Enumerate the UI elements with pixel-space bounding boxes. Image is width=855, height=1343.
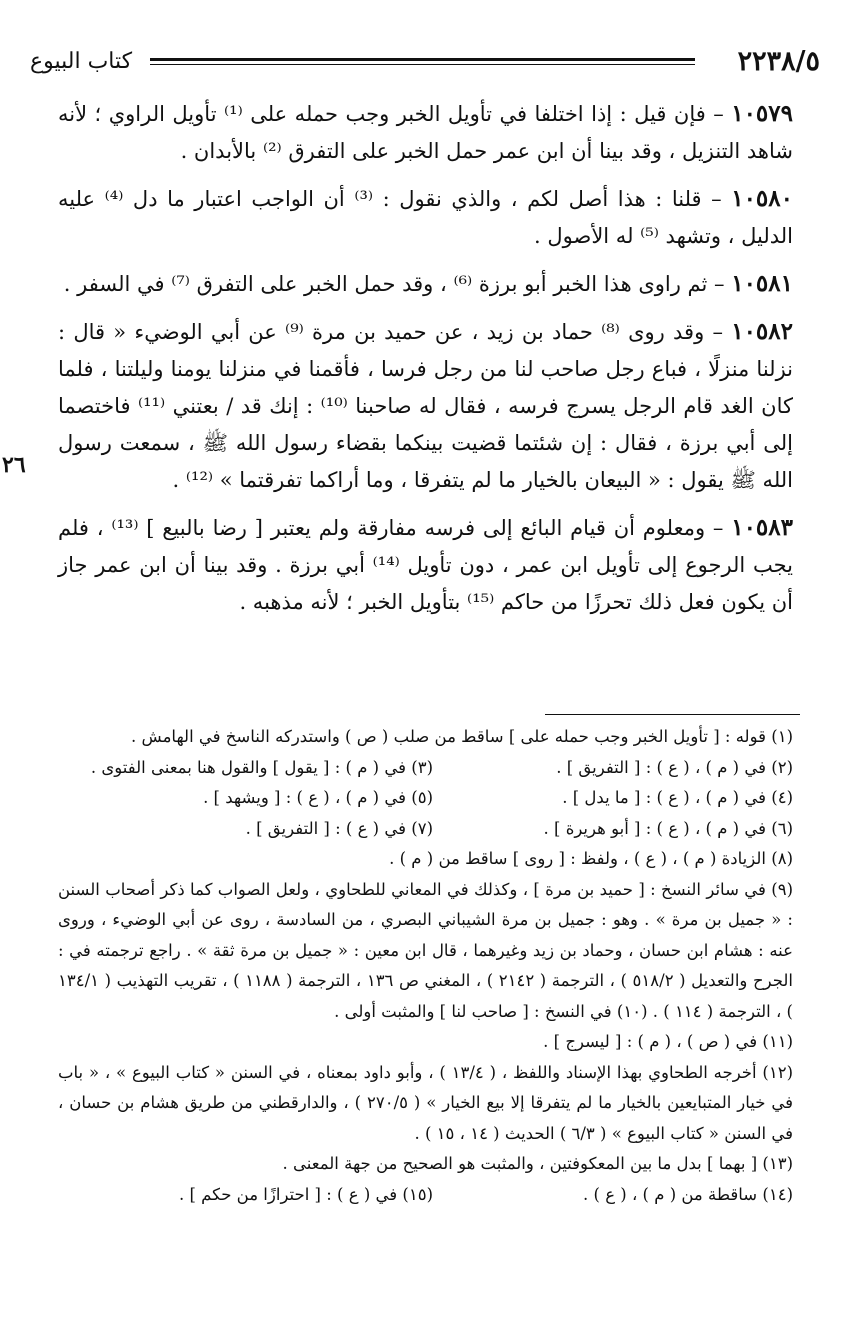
- page-number: ٢٢٣٨/٥: [737, 46, 820, 77]
- paragraph-number: ١٠٥٨٢: [731, 318, 793, 345]
- footnote: [58, 875, 793, 1028]
- paragraph-number: ١٠٥٨٠: [731, 185, 793, 212]
- footnote: [58, 1058, 793, 1150]
- footnote-12: (١٢) أخرجه الطحاوي بهذا الإسناد واللفظ ، ( ١٣/٤ ) ، وأبو داود بمعناه ، في السنن « كتاب البيوع » ، « باب في خيار المتبايعين بالخيار ما لم يتفرقا إلا بيع الخيار » ( ٢٧٠/٥ ) ، والدارقطني من طريق هشام بن حسان ، في السنن « كتاب البيوع » ( ٦/٣ ) الحديث ( ١٤ ، ١٥ ) .: [58, 1062, 794, 1143]
- header-rule: [150, 58, 695, 61]
- footnote-separator: [545, 714, 800, 715]
- footnote-row: [58, 1180, 793, 1211]
- footnote-row: [58, 753, 793, 784]
- paragraph: [58, 265, 793, 303]
- footnote-14: (١٤) ساقطة من ( م ) ، ( ع ) .: [583, 1184, 793, 1204]
- footnote: [58, 722, 793, 753]
- footnote-4: (٤) في ( م ) ، ( ع ) : [ ما يدل ] .: [562, 788, 793, 807]
- paragraph: [58, 313, 793, 499]
- footnote-1: (١) قوله : [ تأويل الخبر وجب حمله على ] ساقط من صلب ( ص ) واستدركه الناسخ في الهامش .: [131, 727, 793, 746]
- footnote-6: (٦) في ( م ) ، ( ع ) : [ أبو هريرة ] .: [543, 818, 793, 838]
- paragraph: [58, 509, 793, 621]
- footnote-15: (١٥) في ( ع ) : [ احترازًا من حكم ] .: [178, 1184, 433, 1204]
- footnote-9: (٩) في سائر النسخ : [ حميد بن مرة ] ، وكذلك في المعاني للطحاوي ، ولعل الصواب كما ذكر أصحاب السنن : « جميل بن مرة » . وهو : جميل بن مرة الشيباني البصري ، من السادسة ، روى عن أبي الوضيء ، وروى عنه : هشام ابن حسان ، وحماد بن زيد وغيرهما ، قال ابن معين : « جميل بن مرة ثقة » . راجع ترجمته في : الجرح والتعديل ( ٥١٨/٢ ) ، الترجمة ( ٢١٤٢ ) ، المغني ص ١٣٦ ، الترجمة ( ١١٨٨ ) ، تقريب التهذيب ( ١٣٤/١ ) ، الترجمة ( ١١٤ ) .: [58, 879, 793, 1021]
- main-text: [58, 95, 793, 631]
- paragraph-text: – قلنا : هذا أصل لكم ، والذي نقول : ⁽³⁾ أن الواجب اعتبار ما دل ⁽⁴⁾ عليه الدليل ، وتشهد ⁽⁵⁾ له الأصول .: [58, 187, 793, 248]
- footnote-5: (٥) في ( م ) ، ( ع ) : [ ويشهد ] .: [203, 788, 433, 807]
- paragraph-text: – فإن قيل : إذا اختلفا في تأويل الخبر وجب حمله على ⁽¹⁾ تأويل الراوي ؛ لأنه شاهد التنزيل ، وقد بينا أن ابن عمر حمل الخبر على التفرق ⁽²⁾ بالأبدان .: [58, 102, 793, 163]
- footnote-13: (١٣) [ بهما ] بدل ما بين المعكوفتين ، والمثبت هو الصحيح من جهة المعنى .: [282, 1154, 793, 1173]
- footnote-row: [58, 814, 793, 845]
- footnote: [58, 1027, 793, 1058]
- footnotes: [58, 722, 793, 1210]
- paragraph-number: ١٠٥٨١: [731, 270, 793, 297]
- paragraph-number: ١٠٥٨٣: [731, 514, 793, 541]
- footnote-7: (٧) في ( ع ) : [ التفريق ] .: [245, 818, 433, 838]
- paragraph-text: – ثم راوى هذا الخبر أبو برزة ⁽⁶⁾ ، وقد حمل الخبر على التفرق ⁽⁷⁾ في السفر .: [63, 272, 732, 296]
- paragraph-text: – وقد روى ⁽⁸⁾ حماد بن زيد ، عن حميد بن مرة ⁽⁹⁾ عن أبي الوضيء « قال : نزلنا منزلًا ، فباع رجل صاحب لنا من رجل فرسا ، فأقمنا في منزلنا يومنا وليلتنا ، فلما كان الغد قام الرجل يسرج فرسه ، فقال له صاحبنا ⁽¹⁰⁾ : إنك قد / بعتني ⁽¹¹⁾ فاختصما إلى أبي برزة ، فقال : إن شئتما قضيت بينكما بقضاء رسول الله ﷺ ، سمعت رسول الله ﷺ يقول : « البيعان بالخيار ما لم يتفرقا ، وما أراكما تفرقتما » ⁽¹²⁾ .: [58, 320, 793, 492]
- page-header: [30, 45, 820, 81]
- paragraph-text: – ومعلوم أن قيام البائع إلى فرسه مفارقة ولم يعتبر [ رضا بالبيع ] ⁽¹³⁾ ، فلم يجب الرجوع إلى تأويل ابن عمر ، دون تأويل ⁽¹⁴⁾ أبي برزة . وقد بينا أن ابن عمر جاز أن يكون فعل ذلك تحرزًا من حاكم ⁽¹⁵⁾ بتأويل الخبر ؛ لأنه مذهبه .: [58, 516, 793, 614]
- paragraph: [58, 180, 793, 255]
- running-title: كتاب البيوع: [30, 49, 133, 74]
- footnote: [58, 844, 793, 875]
- footnote-row: [58, 783, 793, 814]
- footnote-2: (٢) في ( م ) ، ( ع ) : [ التفريق ] .: [556, 757, 793, 777]
- paragraph-number: ١٠٥٧٩: [731, 100, 793, 127]
- footnote-3: (٣) في ( م ) : [ يقول ] والقول هنا بمعنى الفتوى .: [90, 757, 433, 777]
- footnote-8: (٨) الزيادة ( م ) ، ( ع ) ، ولفظ : [ روى ] ساقط من ( م ) .: [389, 849, 793, 868]
- footnote: [58, 1149, 793, 1180]
- footnote-11: (١١) في ( ص ) ، ( م ) : [ ليسرج ] .: [543, 1032, 793, 1051]
- paragraph: [58, 95, 793, 170]
- manuscript-page-marker: ٢٦: [2, 452, 26, 478]
- footnote-10: (١٠) في النسخ : [ صاحب لنا ] والمثبت أولى .: [334, 1001, 648, 1021]
